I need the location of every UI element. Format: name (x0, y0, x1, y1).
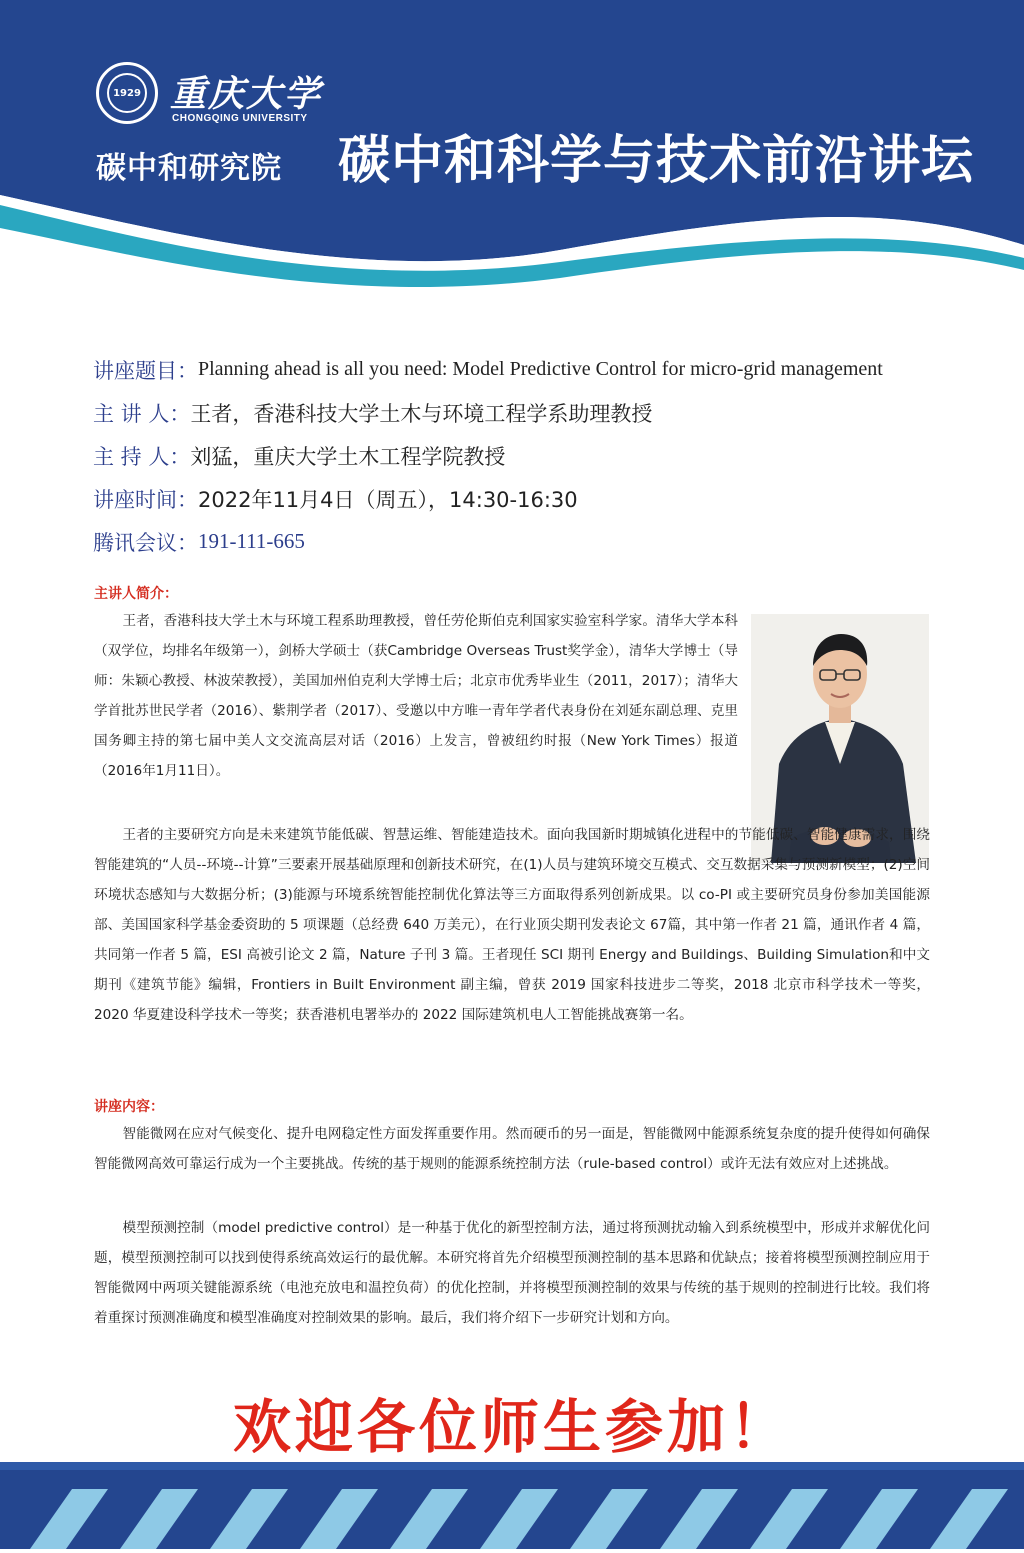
header-banner (0, 0, 1024, 300)
university-name-cn: 重庆大学 (170, 73, 323, 115)
topic-label: 讲座题目 (93, 358, 177, 383)
speaker-row (93, 391, 1013, 434)
speaker-value: 王者，香港科技大学土木与环境工程学系助理教授 (190, 401, 653, 426)
meeting-id[interactable]: 191-111-665 (198, 529, 305, 553)
bio-section-title: 主讲人简介： (94, 586, 178, 602)
seal-year: 1929 (107, 73, 147, 113)
content-paragraph-1 (94, 1119, 930, 1179)
time-row (93, 477, 1013, 520)
host-value: 刘猛，重庆大学土木工程学院教授 (190, 444, 506, 469)
time-value: 2022年11月4日（周五），14:30-16:30 (198, 487, 578, 512)
host-row (93, 434, 1013, 477)
footer-stripe-pattern (0, 1462, 1024, 1549)
lecture-info (93, 348, 1013, 563)
university-name-en: CHONGQING UNIVERSITY (172, 113, 308, 124)
welcome-message: 欢迎各位师生参加！ (232, 1393, 791, 1461)
speaker-separator: ： (169, 401, 191, 426)
time-label: 讲座时间 (93, 487, 177, 512)
content-text-2: 模型预测控制（model predictive control）是一种基于优化的新型控制方法，通过将预测扰动输入到系统模型中，形成并求解优化问题，模型预测控制可以找到使得系统高效运行的最优解。本研究将首先介绍模型预测控制的基本思路和优缺点；接着将模型预测控制应用于智能微网中两项关键能源系统（电池充放电和温控负荷）的优化控制，并将模型预测控制的效果与传统的基于规则的控制进行比较。我们将着重探讨预测准确度和模型准确度对控制效果的影响。最后，我们将介绍下一步研究计划和方向。 (94, 1220, 930, 1326)
meeting-separator: ： (177, 530, 198, 555)
forum-title: 碳中和科学与技术前沿讲坛 (338, 131, 975, 191)
bio-paragraph-2 (94, 820, 930, 1030)
footer-stripes (0, 1462, 1024, 1549)
content-section-title: 讲座内容： (94, 1099, 164, 1115)
content-paragraph-2 (94, 1213, 930, 1333)
bio-paragraph-1 (94, 606, 738, 786)
topic-row (93, 348, 1013, 391)
topic-separator: ： (177, 358, 198, 383)
topic-value: Planning ahead is all you need: Model Predictive Control for micro-grid management (198, 358, 883, 380)
bio-text-2: 王者的主要研究方向是未来建筑节能低碳、智慧运维、智能建造技术。面向我国新时期城镇化进程中的节能低碳、智能健康需求，围绕智能建筑的“人员--环境--计算”三要素开展基础原理和创新技术研究，在(1)人员与建筑环境交互模式、交互数据采集与预测新模型；(2)空间环境状态感知与大数据分析；(3)能源与环境系统智能控制优化算法等三方面取得系列创新成果。以 co-PI 或主要研究员身份参加美国能源部、美国国家科学基金委资助的 5 项课题（总经费 640 万美元），在行业顶尖期刊发表论文 67篇，其中第一作者 21 篇，通讯作者 4 篇，共同第一作者 5 篇，ESI 高被引论文 2 篇，Nature 子刊 3 篇。王者现任 SCI 期刊 Energy and Buildings、Building Simulation和中文期刊《建筑节能》编辑，Frontiers in Built Environment 副主编，曾获 2019 国家科技进步二等奖，2018 北京市科学技术一等奖，2020 华夏建设科学技术一等奖；获香港机电署举办的 2022 国际建筑机电人工智能挑战赛第一名。 (94, 827, 930, 1023)
meeting-row (93, 520, 1013, 563)
content-text-1: 智能微网在应对气候变化、提升电网稳定性方面发挥重要作用。然而硬币的另一面是，智能微网中能源系统复杂度的提升使得如何确保智能微网高效可靠运行成为一个主要挑战。传统的基于规则的能源系统控制方法（rule-based control）或许无法有效应对上述挑战。 (94, 1126, 930, 1172)
bio-text-1: 王者，香港科技大学土木与环境工程系助理教授，曾任劳伦斯伯克利国家实验室科学家。清华大学本科（双学位，均排名年级第一），剑桥大学硕士（获Cambridge Overseas Trust奖学金），清华大学博士（导师：朱颖心教授、林波荣教授），美国加州伯克利大学博士后；北京市优秀毕业生（2011，2017）；清华大学首批苏世民学者（2016）、紫荆学者（2017）、受邀以中方唯一青年学者代表身份在刘延东副总理、克里国务卿主持的第七届中美人文交流高层对话（2016）上发言，曾被纽约时报（New York Times）报道（2016年1月11日）。 (94, 613, 738, 779)
time-separator: ： (177, 487, 198, 512)
meeting-label: 腾讯会议 (93, 530, 177, 555)
institute-name: 碳中和研究院 (96, 151, 282, 186)
speaker-label: 主 讲 人 (93, 401, 170, 426)
university-seal-icon (96, 62, 158, 124)
host-separator: ： (169, 444, 191, 469)
host-label: 主 持 人 (93, 444, 170, 469)
